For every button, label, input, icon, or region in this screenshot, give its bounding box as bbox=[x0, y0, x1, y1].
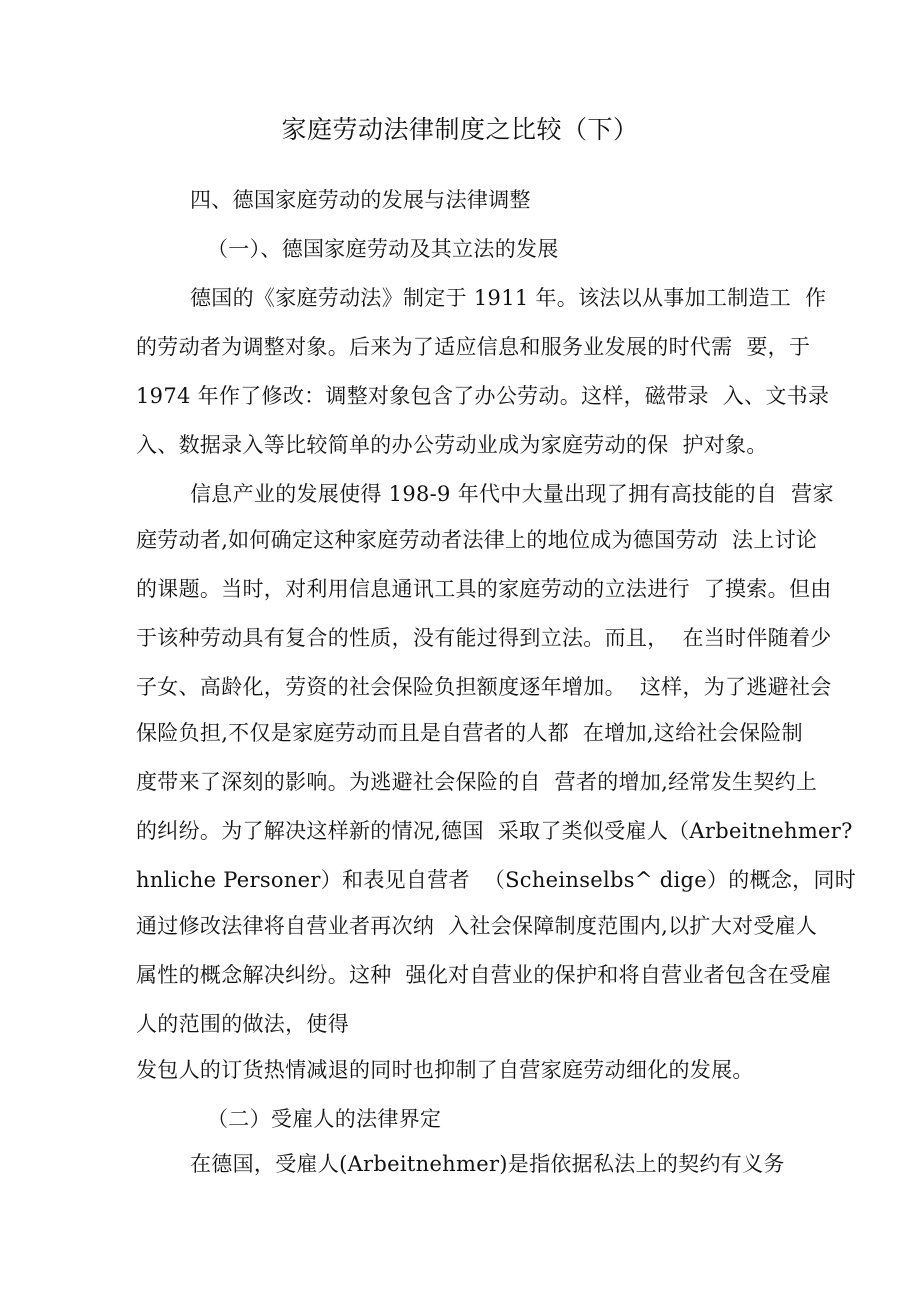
paragraph-2-line-11: 属性的概念解决纠纷。这种 强化对自营业的保护和将自营业者包含在受雇 bbox=[136, 963, 832, 987]
paragraph-2-line-12: 人的范围的做法，使得 bbox=[136, 1012, 349, 1036]
subsection-heading-1: （一）、德国家庭劳动及其立法的发展 bbox=[207, 237, 559, 261]
document-title: 家庭劳动法律制度之比较（下） bbox=[281, 115, 639, 144]
paragraph-2-line-6: 保险负担,不仅是家庭劳动而且是自营者的人都 在增加,这给社会保险制 bbox=[136, 721, 803, 745]
paragraph-2-line-2: 庭劳动者,如何确定这种家庭劳动者法律上的地位成为德国劳动 法上讨论 bbox=[136, 528, 818, 552]
paragraph-2-line-10: 通过修改法律将自营业者再次纳 入社会保障制度范围内,以扩大对受雇人 bbox=[136, 914, 818, 938]
paragraph-2-line-8: 的纠纷。为了解决这样新的情况,德国 采取了类似受雇人（Arbeitnehmer? bbox=[136, 819, 853, 843]
paragraph-2-line-1: 信息产业的发展使得 198-9 年代中大量出现了拥有高技能的自 营家 bbox=[190, 482, 834, 506]
paragraph-2-line-3: 的课题。当时，对利用信息通讯工具的家庭劳动的立法进行 了摸索。但由 bbox=[136, 577, 832, 601]
paragraph-2-line-9: hnliche Personer）和表见自营者 （Scheinselbs^ dige）的概念，同时 bbox=[136, 868, 857, 892]
paragraph-2-line-4: 于该种劳动具有复合的性质，没有能过得到立法。而且， 在当时伴随着少 bbox=[136, 626, 832, 650]
paragraph-3-line-1: 在德国，受雇人(Arbeitnehmer)是指依据私法上的契约有义务 bbox=[190, 1152, 785, 1176]
paragraph-1-line-1: 德国的《家庭劳动法》制定于 1911 年。该法以从事加工制造工 作 bbox=[190, 286, 827, 310]
paragraph-1-line-2: 的劳动者为调整对象。后来为了适应信息和服务业发展的时代需 要，于 bbox=[136, 335, 811, 359]
subsection-heading-2: （二）受雇人的法律界定 bbox=[207, 1107, 442, 1131]
section-heading: 四、德国家庭劳动的发展与法律调整 bbox=[190, 188, 531, 212]
paragraph-2-line-7: 度带来了深刻的影响。为逃避社会保险的自 营者的增加,经常发生契约上 bbox=[136, 770, 818, 794]
paragraph-2-line-13: 发包人的订货热情减退的同时也抑制了自营家庭劳动细化的发展。 bbox=[136, 1058, 754, 1082]
paragraph-1-line-3: 1974 年作了修改：调整对象包含了办公劳动。这样，磁带录 入、文书录 bbox=[136, 384, 830, 408]
paragraph-1-line-4: 入、数据录入等比较简单的办公劳动业成为家庭劳动的保 护对象。 bbox=[136, 433, 768, 457]
paragraph-2-line-5: 子女、高龄化，劳资的社会保险负担额度逐年增加。 这样，为了逃避社会 bbox=[136, 675, 832, 699]
